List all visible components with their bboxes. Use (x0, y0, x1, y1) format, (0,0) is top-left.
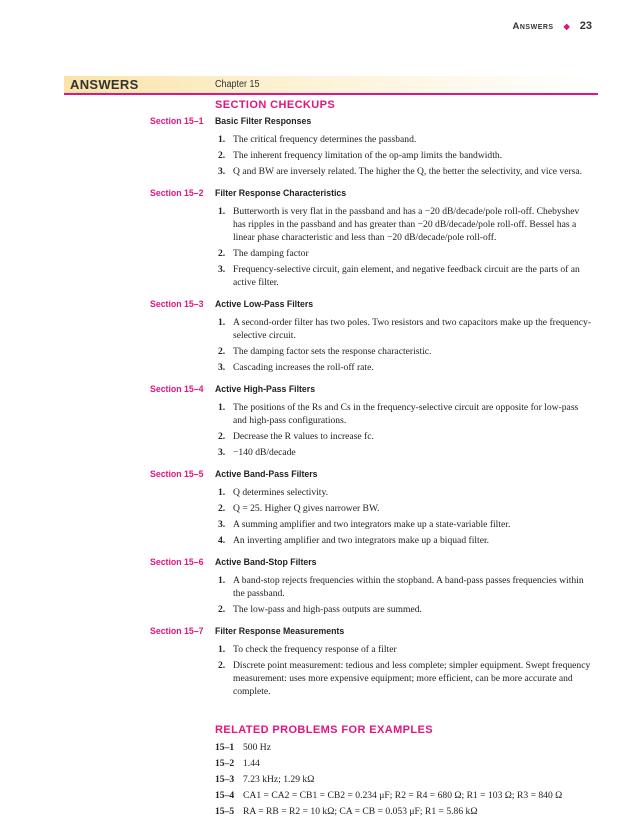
answer-text: Frequency-selective circuit, gain element, and negative feedback circuit are the parts of an active filter. (233, 264, 580, 288)
section-answers (0, 384, 638, 459)
answer-text: A summing amplifier and two integrators make up a state-variable filter. (233, 519, 511, 530)
answer-item (218, 518, 593, 531)
answer-item (218, 149, 593, 162)
answers-title: ANSWERS (70, 77, 139, 92)
item-number: 2. (218, 503, 226, 514)
answer-text: Q and BW are inversely related. The higher the Q, the better the selectivity, and vice versa. (233, 166, 583, 177)
answer-item (218, 534, 593, 547)
running-head (513, 20, 593, 32)
item-number: 3. (218, 362, 226, 373)
section-label: Section 15–4 (150, 384, 204, 395)
answer-item (218, 643, 593, 656)
answer-text: −140 dB/decade (233, 447, 296, 458)
answer-text: Q = 25. Higher Q gives narrower BW. (233, 503, 380, 514)
answer-item (218, 263, 593, 289)
problem-answer: 7.23 kHz; 1.29 kΩ (243, 774, 315, 785)
running-head-label: Answers (512, 20, 554, 32)
problem-number: 15–2 (215, 758, 235, 769)
item-number: 1. (218, 402, 226, 413)
section-answers (0, 188, 638, 289)
answer-text: An inverting amplifier and two integrators make up a biquad filter. (233, 535, 490, 546)
section-label: Section 15–1 (150, 116, 204, 127)
section-answers (0, 299, 638, 374)
item-number: 2. (218, 660, 226, 671)
item-number: 1. (218, 575, 226, 586)
related-problems-heading: RELATED PROBLEMS FOR EXAMPLES (215, 724, 433, 736)
chapter-band (64, 76, 598, 95)
answer-item (218, 659, 593, 698)
item-number: 2. (218, 604, 226, 615)
section-title: Filter Response Measurements (215, 626, 345, 637)
answer-text: Decrease the R values to increase fc. (233, 431, 374, 442)
item-number: 2. (218, 150, 226, 161)
answer-item (218, 133, 593, 146)
problem-answer: 500 Hz (243, 742, 271, 753)
section-answers (0, 116, 638, 178)
item-number: 2. (218, 431, 226, 442)
related-problem (215, 757, 638, 770)
item-number: 1. (218, 134, 226, 145)
diamond-bullet-icon: ◆ (563, 21, 570, 31)
answer-item (218, 345, 593, 358)
answer-text: The damping factor sets the response characteristic. (233, 346, 432, 357)
answer-text: The positions of the Rs and Cs in the frequency-selective circuit are opposite for low-pass and high-pass configurations. (233, 402, 579, 426)
related-problem (215, 773, 638, 786)
related-problem (215, 805, 638, 818)
section-label: Section 15–3 (150, 299, 204, 310)
answer-item (218, 165, 593, 178)
section-title: Active Low-Pass Filters (215, 299, 314, 310)
answer-item (218, 502, 593, 515)
section-label: Section 15–5 (150, 469, 204, 480)
answer-item (218, 603, 593, 616)
section-answers (0, 626, 638, 698)
page-number: 23 (579, 20, 592, 32)
section-answers (0, 469, 638, 547)
answer-item (218, 401, 593, 427)
chapter-label: Chapter 15 (215, 79, 260, 90)
item-number: 4. (218, 535, 226, 546)
answer-item (218, 205, 593, 244)
item-number: 1. (218, 644, 226, 655)
section-label: Section 15–2 (150, 188, 204, 199)
item-number: 1. (218, 206, 226, 217)
problem-number: 15–4 (215, 790, 235, 801)
section-title: Filter Response Characteristics (215, 188, 347, 199)
item-number: 1. (218, 317, 226, 328)
answer-item (218, 574, 593, 600)
answer-item (218, 486, 593, 499)
section-title: Active High-Pass Filters (215, 384, 316, 395)
answer-text: Q determines selectivity. (233, 487, 329, 498)
section-title: Basic Filter Responses (215, 116, 312, 127)
item-number: 3. (218, 519, 226, 530)
answer-item (218, 316, 593, 342)
related-problem (215, 789, 638, 802)
section-answers (0, 557, 638, 616)
answer-text: A band-stop rejects frequencies within the stopband. A band-pass passes frequencies within the passband. (233, 575, 584, 599)
answer-text: Discrete point measurement: tedious and less complete; simpler equipment. Swept frequency measurement: uses more expensive equipment; more efficient, can be more accurate and complete. (233, 660, 591, 697)
problem-number: 15–3 (215, 774, 235, 785)
section-title: Active Band-Stop Filters (215, 557, 317, 568)
answer-text: Cascading increases the roll-off rate. (233, 362, 374, 373)
answers-content (0, 99, 638, 821)
answer-item (218, 361, 593, 374)
answer-text: The low-pass and high-pass outputs are summed. (233, 604, 422, 615)
problem-answer: 1.44 (243, 758, 260, 769)
answer-text: The critical frequency determines the passband. (233, 134, 417, 145)
item-number: 1. (218, 487, 226, 498)
problem-number: 15–5 (215, 806, 235, 817)
answer-text: To check the frequency response of a filter (233, 644, 397, 655)
section-label: Section 15–7 (150, 626, 204, 637)
related-problem (215, 741, 638, 754)
answer-text: The inherent frequency limitation of the op-amp limits the bandwidth. (233, 150, 503, 161)
item-number: 3. (218, 447, 226, 458)
problem-answer: CA1 = CA2 = CB1 = CB2 = 0.234 μF; R2 = R4 = 680 Ω; R1 = 103 Ω; R3 = 840 Ω (243, 790, 563, 801)
problem-number: 15–1 (215, 742, 235, 753)
answer-item (218, 430, 593, 443)
section-checkups-heading: SECTION CHECKUPS (215, 99, 336, 111)
item-number: 3. (218, 166, 226, 177)
section-label: Section 15–6 (150, 557, 204, 568)
answer-text: Butterworth is very flat in the passband and has a −20 dB/decade/pole roll-off. Chebyshev has ripples in the passband and has greater than −20 dB/decade/pole roll-off. Bessel has a linear phase characteristic and less than −20 dB/decade/pole roll-off. (233, 206, 580, 243)
answer-item (218, 446, 593, 459)
item-number: 2. (218, 248, 226, 259)
answer-item (218, 247, 593, 260)
problem-answer: RA = RB = R2 = 10 kΩ; CA = CB = 0.053 μF; R1 = 5.86 kΩ (243, 806, 478, 817)
answer-text: A second-order filter has two poles. Two resistors and two capacitors make up the frequency-selective circuit. (233, 317, 592, 341)
answer-text: The damping factor (233, 248, 309, 259)
section-title: Active Band-Pass Filters (215, 469, 318, 480)
item-number: 3. (218, 264, 226, 275)
item-number: 2. (218, 346, 226, 357)
